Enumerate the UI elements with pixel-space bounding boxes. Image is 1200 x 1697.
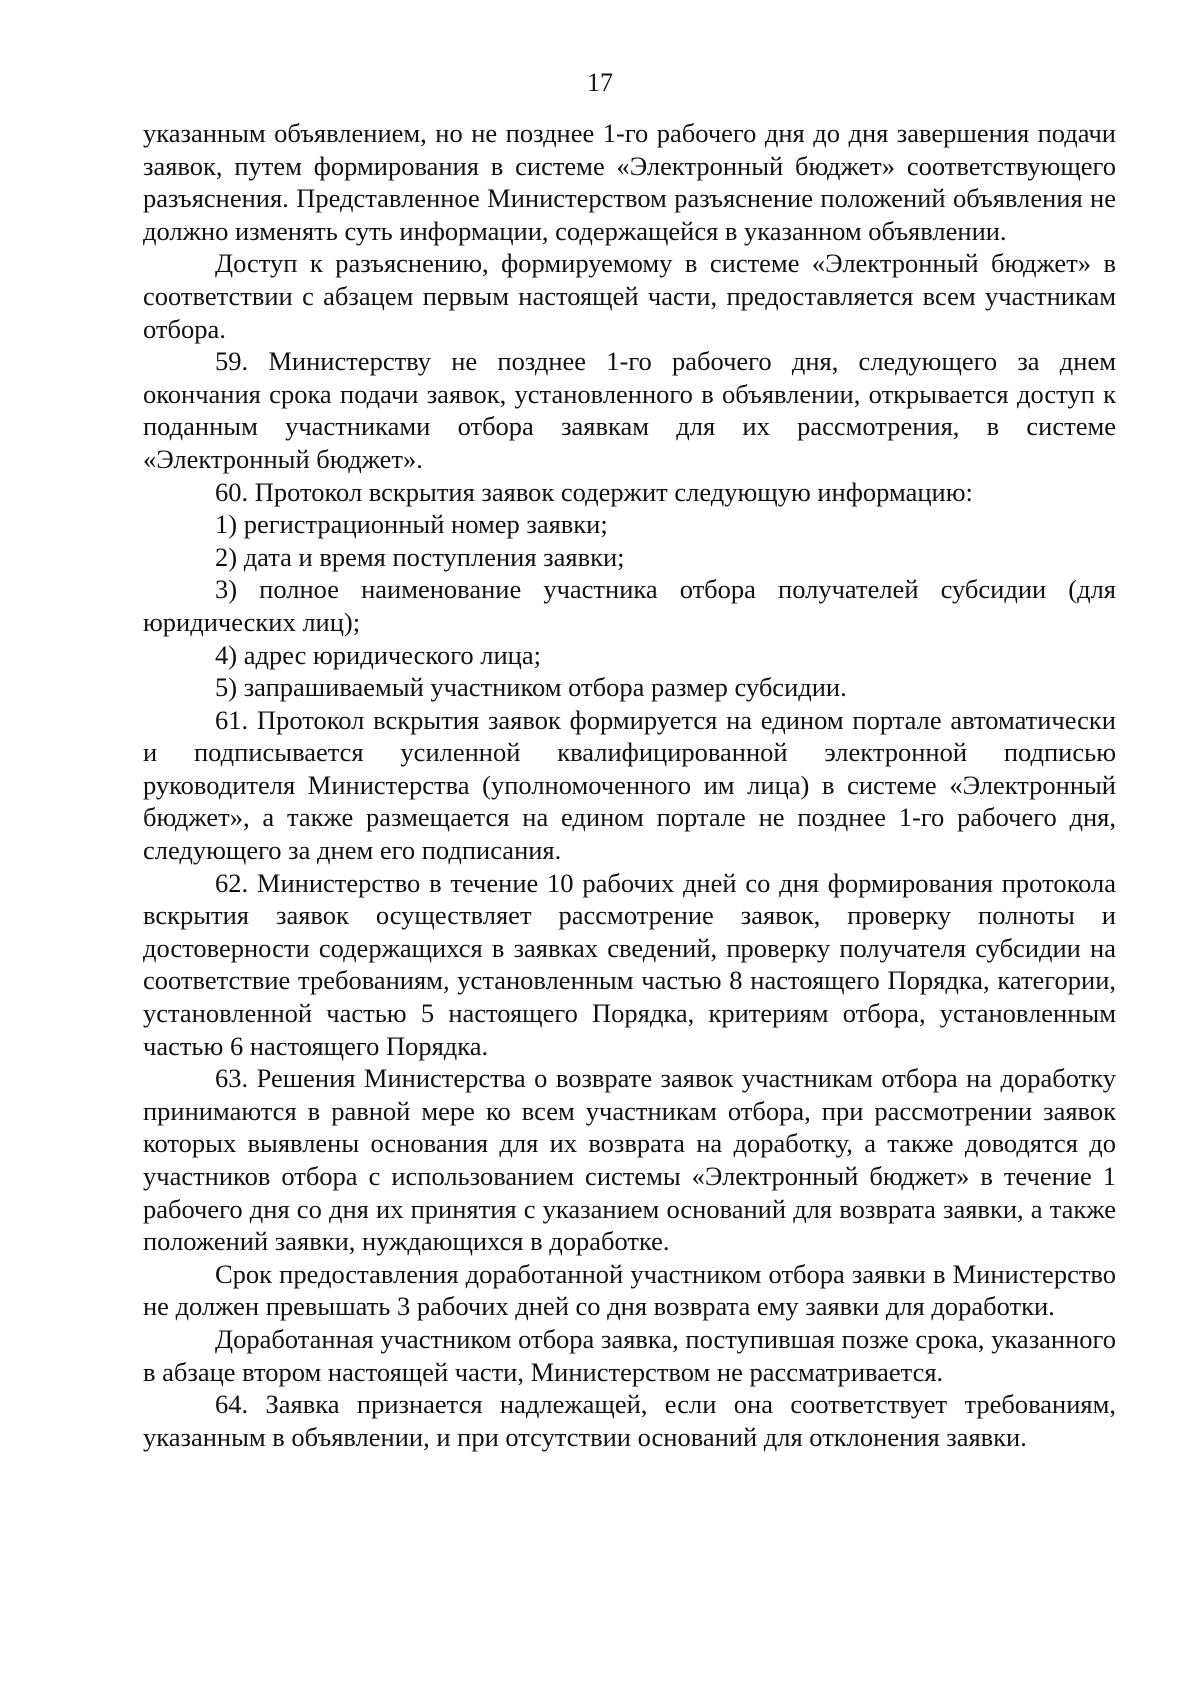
paragraph: 60. Протокол вскрытия заявок содержит следующую информацию: (215, 476, 973, 507)
paragraph: Доработанная участником отбора заявка, поступившая позже срока, указанного в абзаце втором настоящей части, Министерством не рассматривается. (143, 1323, 1116, 1387)
paragraph: Срок предоставления доработанной участником отбора заявки в Министерство не должен превышать 3 рабочих дней со дня возврата ему заявки для доработки. (143, 1258, 1116, 1322)
document-body (143, 117, 1116, 1453)
paragraph: Доступ к разъяснению, формируемому в системе «Электронный бюджет» в соответствии с абзацем первым настоящей части, предоставляется всем участникам отбора. (143, 248, 1116, 344)
list-item: 3) полное наименование участника отбора получателей субсидии (для юридических лиц); (143, 574, 1116, 637)
list-item: 2) дата и время поступления заявки; (215, 541, 625, 572)
paragraph: 63. Решения Министерства о возврате заявок участникам отбора на доработку принимаются в равной мере ко всем участникам отбора, при рассмотрении заявок которых выявлены основания для их возврата на доработку, а также доводятся до участников отбора с использованием системы «Электронный бюджет» в течение 1 рабочего дня со дня их принятия с указанием оснований для возврата заявки, а также положений заявки, нуждающихся в доработке. (143, 1063, 1116, 1257)
list-item: 1) регистрационный номер заявки; (215, 509, 608, 540)
paragraph: указанным объявлением, но не позднее 1-го рабочего дня до дня завершения подачи заявок, путем формирования в системе «Электронный бюджет» соответствующего разъяснения. Представленное Министерством разъяснение положений объявления не должно изменять суть информации, содержащейся в указанном объявлении. (143, 118, 1116, 246)
page-number: 17 (587, 68, 613, 97)
list-item: 5) запрашиваемый участником отбора размер субсидии. (215, 672, 847, 703)
paragraph: 61. Протокол вскрытия заявок формируется на едином портале автоматически и подписывается усиленной квалифицированной электронной подписью руководителя Министерства (уполномоченного им лица) в системе «Электронный бюджет», а также размещается на едином портале не позднее 1-го рабочего дня, следующего за днем его подписания. (143, 704, 1116, 866)
paragraph: 62. Министерство в течение 10 рабочих дней со дня формирования протокола вскрытия заявок осуществляет рассмотрение заявок, проверку полноты и достоверности содержащихся в заявках сведений, проверку получателя субсидии на соответствие требованиям, установленным частью 8 настоящего Порядка, категории, установленной частью 5 настоящего Порядка, критериям отбора, установленным частью 6 настоящего Порядка. (143, 867, 1116, 1061)
paragraph: 59. Министерству не позднее 1-го рабочего дня, следующего за днем окончания срока подачи заявок, установленного в объявлении, открывается доступ к поданным участниками отбора заявкам для их рассмотрения, в системе «Электронный бюджет». (143, 346, 1116, 474)
paragraph: 64. Заявка признается надлежащей, если она соответствует требованиям, указанным в объявлении, и при отсутствии оснований для отклонения заявки. (143, 1389, 1116, 1452)
list-item: 4) адрес юридического лица; (215, 639, 541, 670)
